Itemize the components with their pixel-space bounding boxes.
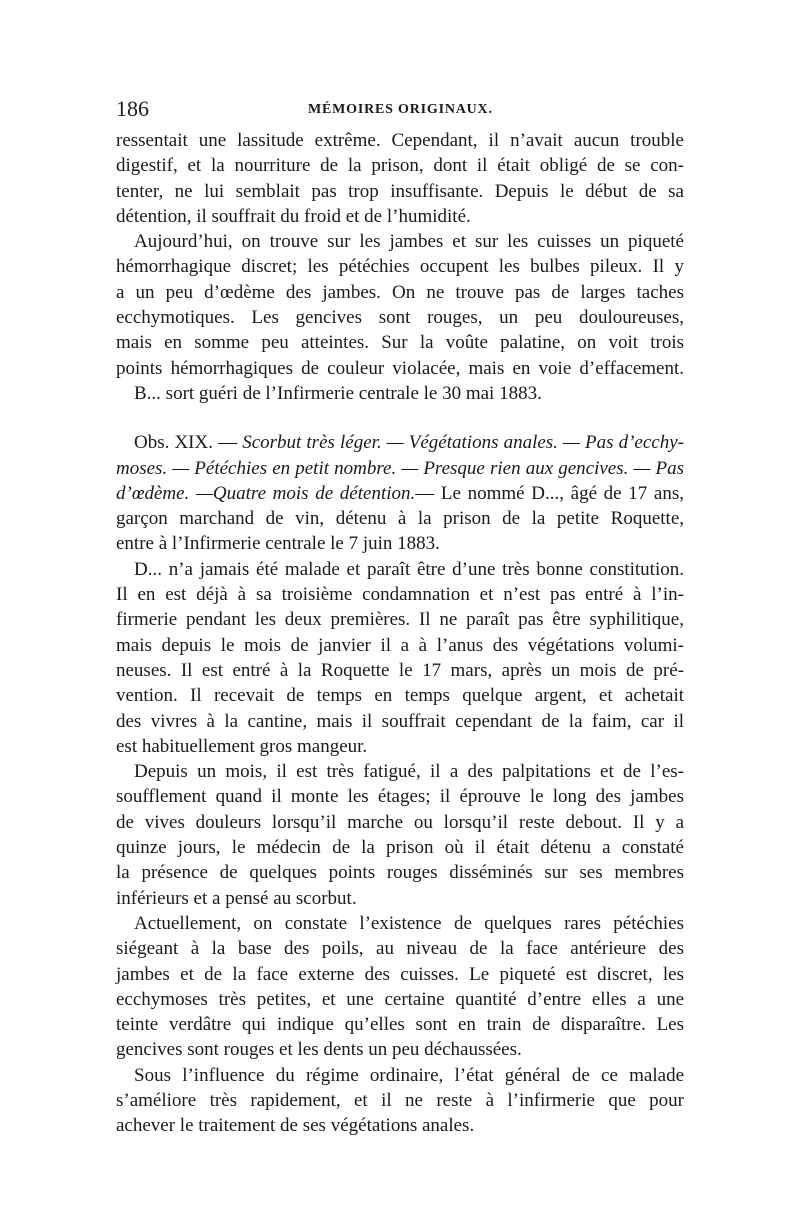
observation-text: — Le nommé D..., âgé de 17 ans, — [415, 482, 684, 504]
text-line: points hémorrhagiques de couleur violacée, mais en voie d’effacement. — [116, 357, 684, 379]
text-line: soufflement quand il monte les étages; il éprouve le long des jambes — [116, 786, 684, 808]
text-line: siégeant à la base des poils, au niveau de la face antérieure des — [116, 938, 684, 960]
text-line: jambes et de la face externe des cuisses. Le piqueté est discret, les — [116, 963, 684, 985]
paragraph — [116, 381, 684, 406]
text-line: garçon marchand de vin, détenu à la prison de la petite Roquette, — [116, 508, 684, 530]
text-line: a un peu d’œdème des jambes. On ne trouve pas de larges taches — [116, 281, 684, 303]
text-line: Actuellement, on constate l’existence de quelques rares pétéchies — [134, 912, 684, 934]
text-line: quinze jours, le médecin de la prison où il était détenu a constaté — [116, 837, 684, 859]
paragraph — [116, 128, 684, 229]
paragraph — [116, 911, 684, 1063]
page-number: 186 — [116, 96, 149, 121]
text-line: hémorrhagique discret; les pétéchies occupent les bulbes pileux. Il y — [116, 256, 684, 278]
observation-title: d’œdème. —Quatre mois de détention. — [116, 482, 416, 504]
text-line: inférieurs et a pensé au scorbut. — [116, 887, 357, 909]
text-line: des vivres à la cantine, mais il souffrait cependant de la faim, car il — [116, 710, 684, 732]
text-line: mais en somme peu atteintes. Sur la voûte palatine, on voit trois — [116, 332, 684, 354]
text-line: gencives sont rouges et les dents un peu déchaussées. — [116, 1039, 522, 1061]
observation-title: Scorbut très léger. — Végétations anales. — Pas d’ecchy- — [242, 432, 684, 454]
text-line: de vives douleurs lorsqu’il marche ou lorsqu’il reste debout. Il y a — [116, 811, 684, 833]
text-line: B... sort guéri de l’Infirmerie centrale le 30 mai 1883. — [134, 382, 542, 404]
text-line: ecchymotiques. Les gencives sont rouges, un peu douloureuses, — [116, 307, 684, 329]
text-line: Depuis un mois, il est très fatigué, il a des palpitations et de l’es- — [134, 761, 684, 783]
observation-paragraph — [116, 430, 684, 556]
observation-heading-line — [116, 456, 684, 481]
text-line: Il en est déjà à sa troisième condamnation et n’est pas entré à l’in- — [116, 584, 684, 606]
text-line: achever le traitement de ses végétations anales. — [116, 1115, 475, 1137]
text-line: digestif, et la nourriture de la prison, dont il était obligé de se con- — [116, 155, 684, 177]
text-line: teinte verdâtre qui indique qu’elles sont en train de disparaître. Les — [116, 1014, 684, 1036]
observation-number: Obs. XIX. — — [134, 432, 243, 454]
section-gap — [116, 406, 684, 430]
text-line: Aujourd’hui, on trouve sur les jambes et sur les cuisses un piqueté — [134, 231, 684, 253]
paragraph — [116, 229, 684, 381]
paragraph — [116, 759, 684, 911]
body-text — [116, 128, 684, 1139]
text-line: firmerie pendant les deux premières. Il ne paraît pas être syphilitique, — [116, 609, 684, 631]
paragraph — [116, 1063, 684, 1139]
text-line: vention. Il recevait de temps en temps quelque argent, et achetait — [116, 685, 684, 707]
text-line: s’améliore très rapidement, et il ne reste à l’infirmerie que pour — [116, 1089, 684, 1111]
text-line: la présence de quelques points rouges disséminés sur ses membres — [116, 862, 684, 884]
text-line: mais depuis le mois de janvier il a à l’anus des végétations volumi- — [116, 634, 684, 656]
text-line: tenter, ne lui semblait pas trop insuffisante. Depuis le début de sa — [116, 180, 684, 202]
text-line: entre à l’Infirmerie centrale le 7 juin 1883. — [116, 533, 440, 555]
text-line: ressentait une lassitude extrême. Cependant, il n’avait aucun trouble — [116, 130, 684, 151]
text-line: est habituellement gros mangeur. — [116, 735, 368, 757]
text-line: ecchymoses très petites, et une certaine quantité d’entre elles a une — [116, 988, 684, 1010]
text-line: D... n’a jamais été malade et paraît être d’une très bonne constitution. — [134, 558, 684, 580]
observation-heading-line — [116, 481, 684, 506]
running-head: MÉMOIRES ORIGINAUX. — [308, 102, 493, 117]
page-header — [116, 96, 684, 126]
paragraph — [116, 557, 684, 759]
text-line: détention, il souffrait du froid et de l’humidité. — [116, 205, 471, 227]
text-line: Sous l’influence du régime ordinaire, l’état général de ce malade — [134, 1064, 684, 1086]
observation-title: moses. — Pétéchies en petit nombre. — Presque rien aux gencives. — Pas — [116, 457, 684, 479]
text-line: neuses. Il est entré à la Roquette le 17 mars, après un mois de pré- — [116, 659, 684, 681]
observation-heading-line — [116, 430, 684, 455]
